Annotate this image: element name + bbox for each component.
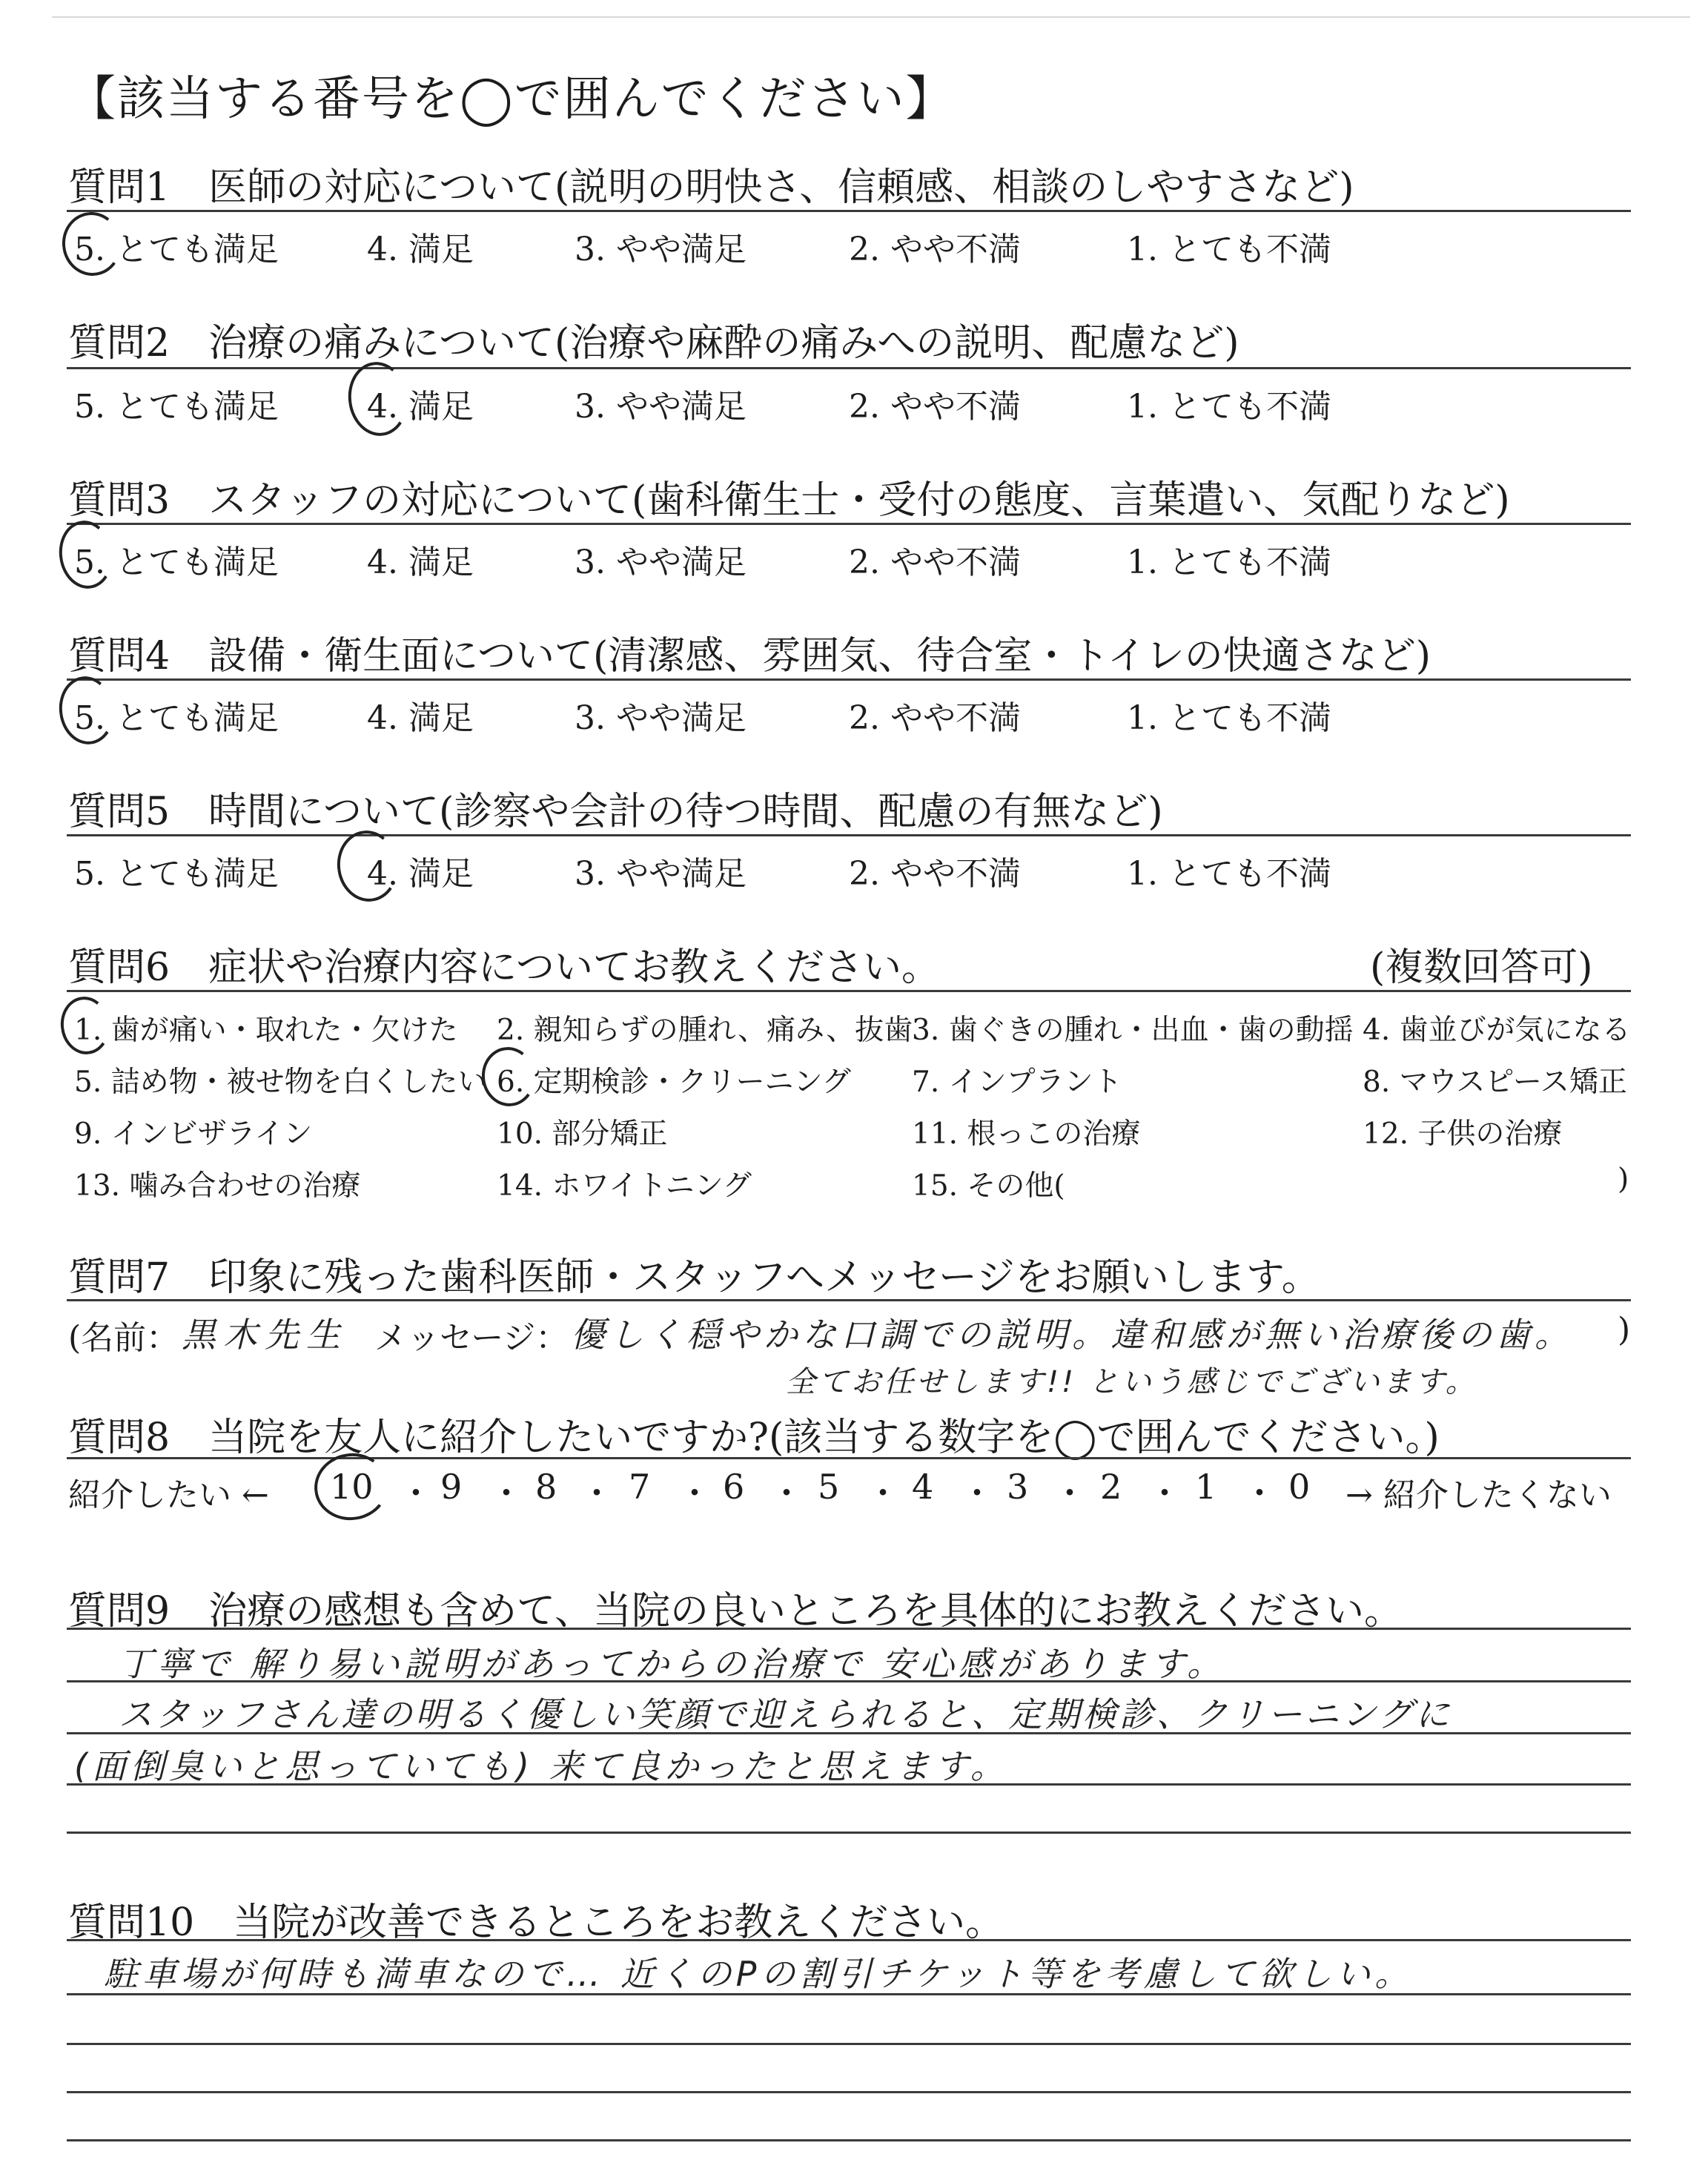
q3-option-5[interactable]: 5. とても満足 — [74, 544, 279, 581]
q3-option-1[interactable]: 1. とても不満 — [1127, 544, 1331, 581]
q2-option-4[interactable]: 4. 満足 — [367, 388, 474, 426]
q8-scale-9[interactable]: 9 — [440, 1467, 463, 1507]
q6-option-15-close-paren: ) — [1618, 1163, 1629, 1196]
q8-scale-4[interactable]: 4 — [912, 1467, 934, 1507]
q8-scale-7[interactable]: 7 — [629, 1467, 651, 1507]
q6-option-4[interactable]: 4. 歯並びが気になる — [1363, 1014, 1631, 1047]
q6-option-1[interactable]: 1. 歯が痛い・取れた・欠けた — [74, 1014, 458, 1047]
q7-message-label: メッセージ： — [374, 1319, 569, 1357]
q2-rule — [67, 367, 1631, 369]
q7-close-paren: ) — [1618, 1311, 1631, 1349]
q6-option-5[interactable]: 5. 詰め物・被せ物を白くしたい — [74, 1066, 487, 1099]
q6-option-14[interactable]: 14. ホワイトニング — [497, 1169, 752, 1203]
q8-scale-3[interactable]: 3 — [1007, 1467, 1029, 1507]
q6-option-9[interactable]: 9. インビザライン — [74, 1117, 313, 1151]
page-heading: 【該当する番号を◯で囲んでください】 — [68, 72, 955, 127]
q4-option-2[interactable]: 2. やや不満 — [849, 699, 1021, 737]
q6-option-13[interactable]: 13. 噛み合わせの治療 — [74, 1169, 361, 1203]
q4-option-3[interactable]: 3. やや満足 — [575, 699, 747, 737]
q6-title: 質問6 症状や治療内容についてお教えください。 — [68, 945, 941, 990]
q8-scale-dot: ・ — [1148, 1473, 1182, 1513]
q8-scale-dot: ・ — [1242, 1473, 1277, 1513]
q8-scale-0[interactable]: 0 — [1288, 1467, 1311, 1507]
scan-top-edge — [52, 16, 1690, 18]
q6-option-12[interactable]: 12. 子供の治療 — [1363, 1117, 1563, 1151]
q6-option-11[interactable]: 11. 根っこの治療 — [912, 1117, 1141, 1151]
q9-rule-1 — [67, 1628, 1631, 1630]
q8-scale-dot: ・ — [960, 1473, 994, 1513]
q2-option-2[interactable]: 2. やや不満 — [849, 388, 1021, 426]
q4-option-4[interactable]: 4. 満足 — [367, 699, 474, 737]
q6-rule — [67, 990, 1631, 992]
q6-option-10[interactable]: 10. 部分矯正 — [497, 1117, 668, 1151]
q9-rule-3 — [67, 1732, 1631, 1734]
q2-option-3[interactable]: 3. やや満足 — [575, 388, 747, 426]
q7-name-handwritten[interactable]: 黒木先生 — [182, 1315, 348, 1355]
q8-rule — [67, 1457, 1631, 1459]
q5-title: 質問5 時間について(診察や会計の待つ時間、配慮の有無など) — [68, 790, 1163, 834]
q8-scale-10[interactable]: 10 — [330, 1467, 374, 1507]
q7-title: 質問7 印象に残った歯科医師・スタッフへメッセージをお願いします。 — [68, 1255, 1320, 1300]
q8-scale-dot: ・ — [489, 1473, 523, 1513]
q9-handwritten-line3[interactable]: (面倒臭いと思っていても) 来て良かったと思えます。 — [74, 1746, 1009, 1786]
q10-rule-4 — [67, 2091, 1631, 2093]
q6-option-3[interactable]: 3. 歯ぐきの腫れ・出血・歯の動揺 — [912, 1014, 1354, 1047]
q5-option-4[interactable]: 4. 満足 — [367, 855, 474, 893]
q3-title: 質問3 スタッフの対応について(歯科衛生士・受付の態度、言葉遣い、気配りなど) — [68, 478, 1510, 523]
q8-scale-6[interactable]: 6 — [723, 1467, 745, 1507]
q3-option-3[interactable]: 3. やや満足 — [575, 544, 747, 581]
q10-handwritten-line1[interactable]: 駐車場が何時も満車なので… 近くのPの割引チケット等を考慮して欲しい。 — [104, 1954, 1414, 1994]
q9-rule-2 — [67, 1680, 1631, 1682]
q8-title: 質問8 当院を友人に紹介したいですか?(該当する数字を◯で囲んでください。) — [68, 1416, 1440, 1460]
q8-scale-dot: ・ — [866, 1473, 900, 1513]
q2-option-1[interactable]: 1. とても不満 — [1127, 388, 1331, 426]
q3-option-2[interactable]: 2. やや不満 — [849, 544, 1021, 581]
q6-multiple-answer-note: (複数回答可) — [1370, 945, 1593, 990]
q5-option-3[interactable]: 3. やや満足 — [575, 855, 747, 893]
q8-scale-5[interactable]: 5 — [818, 1467, 840, 1507]
q1-option-1[interactable]: 1. とても不満 — [1127, 231, 1331, 268]
q8-scale-dot: ・ — [399, 1473, 433, 1513]
q7-message-handwritten-line2[interactable]: 全てお任せします!! という感じでございます。 — [786, 1365, 1478, 1399]
q6-option-15[interactable]: 15. その他( — [912, 1169, 1065, 1203]
q4-title: 質問4 設備・衛生面について(清潔感、雰囲気、待合室・トイレの快適さなど) — [68, 634, 1431, 678]
q7-name-label: (名前： — [68, 1319, 179, 1357]
q8-scale-2[interactable]: 2 — [1100, 1467, 1122, 1507]
q8-scale-1[interactable]: 1 — [1195, 1467, 1217, 1507]
q5-option-1[interactable]: 1. とても不満 — [1127, 855, 1331, 893]
q1-option-4[interactable]: 4. 満足 — [367, 231, 474, 268]
q8-scale-8[interactable]: 8 — [535, 1467, 557, 1507]
q8-left-label: 紹介したい ← — [68, 1476, 269, 1514]
q6-option-6[interactable]: 6. 定期検診・クリーニング — [497, 1066, 851, 1099]
q7-message-handwritten-line1[interactable]: 優しく穏やかな口調での説明。違和感が無い治療後の歯。 — [571, 1315, 1573, 1355]
q6-option-7[interactable]: 7. インプラント — [912, 1066, 1122, 1099]
q9-handwritten-line2[interactable]: スタッフさん達の明るく優しい笑顔で迎えられると、定期検診、クリーニングに — [119, 1694, 1453, 1734]
q10-title: 質問10 当院が改善できるところをお教えください。 — [68, 1900, 1004, 1945]
q1-title: 質問1 医師の対応について(説明の明快さ、信頼感、相談のしやすさなど) — [68, 165, 1354, 210]
q4-rule — [67, 678, 1631, 681]
q9-title: 質問9 治療の感想も含めて、当院の良いところを具体的にお教えください。 — [68, 1589, 1403, 1634]
q4-option-1[interactable]: 1. とても不満 — [1127, 699, 1331, 737]
q10-rule-3 — [67, 2043, 1631, 2045]
q5-option-5[interactable]: 5. とても満足 — [74, 855, 279, 893]
q9-handwritten-line1[interactable]: 丁寧で 解り易い説明があってからの治療で 安心感があります。 — [119, 1644, 1226, 1684]
q8-scale-dot: ・ — [769, 1473, 804, 1513]
q6-option-8[interactable]: 8. マウスピース矯正 — [1363, 1066, 1627, 1099]
q4-option-5[interactable]: 5. とても満足 — [74, 699, 279, 737]
q5-rule — [67, 834, 1631, 836]
q9-rule-4 — [67, 1783, 1631, 1786]
q1-option-3[interactable]: 3. やや満足 — [575, 231, 747, 268]
q7-rule — [67, 1299, 1631, 1301]
q8-right-label: → 紹介したくない — [1345, 1476, 1612, 1514]
q10-rule-2 — [67, 1993, 1631, 1995]
q6-option-2[interactable]: 2. 親知らずの腫れ、痛み、抜歯 — [497, 1014, 913, 1047]
q9-rule-5 — [67, 1832, 1631, 1834]
q3-rule — [67, 523, 1631, 525]
q2-option-5[interactable]: 5. とても満足 — [74, 388, 279, 426]
q10-rule-1 — [67, 1939, 1631, 1941]
q5-option-2[interactable]: 2. やや不満 — [849, 855, 1021, 893]
q1-rule — [67, 210, 1631, 212]
q8-scale-dot: ・ — [678, 1473, 712, 1513]
q3-option-4[interactable]: 4. 満足 — [367, 544, 474, 581]
q10-rule-5 — [67, 2139, 1631, 2141]
q8-scale-dot: ・ — [1053, 1473, 1087, 1513]
q1-option-5[interactable]: 5. とても満足 — [74, 231, 279, 268]
q8-scale-dot: ・ — [580, 1473, 614, 1513]
q1-option-2[interactable]: 2. やや不満 — [849, 231, 1021, 268]
q2-selection-circle — [343, 358, 412, 440]
q2-title: 質問2 治療の痛みについて(治療や麻酔の痛みへの説明、配慮など) — [68, 321, 1239, 366]
